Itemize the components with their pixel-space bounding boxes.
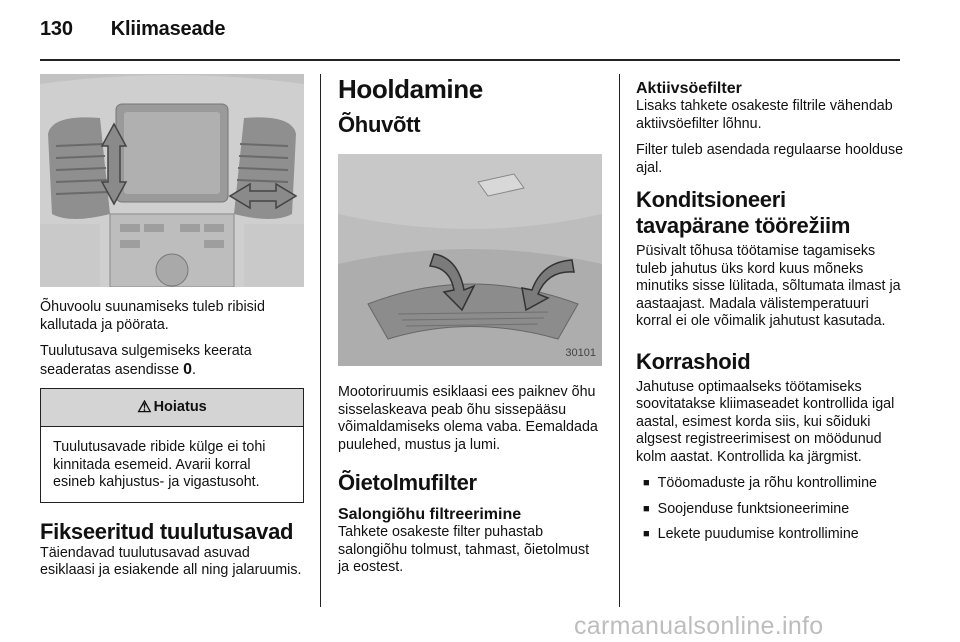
bullet-square-icon: ■	[643, 477, 650, 489]
fixed-vents-text: Täiendavad tuulutusavad asuvad esiklaasi ja esiakende all ning jalaruumis.	[40, 544, 302, 578]
list-item-text: Soojenduse funktsioneerimine	[657, 500, 850, 517]
list-item	[636, 526, 904, 544]
column-2	[338, 74, 604, 586]
air-intake-text: Mootoriruumis esiklaasi ees paiknev õhu sisselaskeava peab õhu sissepääsu võimaldamiseks olema vaba. Eemaldada puulehed, mustus ja lumi.	[338, 384, 598, 453]
ac-regular-heading: Konditsioneeri tavapärane töörežiim	[636, 187, 851, 238]
air-intake-illustration	[338, 154, 602, 366]
air-intake-heading: Õhuvõtt	[338, 112, 421, 137]
maintenance-heading: Korrashoid	[636, 348, 751, 374]
paragraph-vent-close-end: .	[191, 361, 196, 378]
column-divider-left	[320, 74, 321, 607]
watermark: carmanualsonline.info	[574, 612, 824, 640]
dashboard-vents-drawing	[40, 74, 304, 287]
pollen-filter-heading: Õietolmufilter	[338, 470, 477, 495]
paragraph-vent-close-text: Tuulutusava sulgemiseks keerata seaderatas asendisse	[40, 343, 252, 378]
fixed-vents-heading: Fikseeritud tuulutusavad	[40, 518, 294, 544]
bullet-square-icon: ■	[643, 502, 650, 515]
page-header	[40, 18, 225, 48]
closed-symbol: 0	[183, 360, 192, 378]
paragraph-air-direction: Õhuvoolu suunamiseks tuleb ribisid kallutada ja pöörata.	[40, 299, 265, 333]
maintenance-text: Jahutuse optimaalseks töötamiseks soovitatakse kliimaseadet kontrollida igal aastal, esimest korda siis, kui sõiduki algsest registreerimisest on möödunud kolm aastat. Kontrollida ka järgmist.	[636, 378, 895, 465]
column-1	[40, 74, 304, 589]
cabin-filter-text: Tahkete osakeste filter puhastab salongiõhu tolmust, tahmast, õietolmust ja eostest.	[338, 524, 590, 575]
warning-title: Hoiatus	[153, 398, 207, 415]
list-item-text: Lekete puudumise kontrollimine	[657, 526, 859, 542]
warning-box	[40, 388, 304, 503]
header-divider	[40, 59, 900, 61]
column-divider-right	[619, 74, 620, 607]
list-item	[636, 501, 904, 519]
warning-triangle-icon: ⚠	[137, 398, 152, 416]
column-3	[636, 74, 904, 552]
paragraph-vent-close	[40, 343, 304, 379]
bullet-square-icon: ■	[643, 528, 650, 540]
ac-regular-text: Püsivalt tõhusa töötamise tagamiseks tuleb jahutus üks kord kuus mõneks minutiks sisse lülitada, sõltumata ilmast ja aastaajast. Madala välistemperatuuri korral ei ole võimalik jahutust kasutada.	[636, 243, 901, 329]
air-vents-illustration	[40, 74, 304, 287]
active-filter-heading: Aktiivsöefilter	[636, 80, 742, 97]
check-list	[636, 475, 904, 544]
warning-header	[41, 389, 303, 427]
list-item	[636, 475, 904, 493]
air-intake-drawing	[338, 154, 602, 366]
warning-text: Tuulutusavade ribide külge ei tohi kinnitada esemeid. Avarii korral esineb kahjustus- ja vigastusoht.	[53, 439, 266, 490]
list-item-text: Tööomaduste ja rõhu kontrollimine	[657, 475, 877, 491]
figure-code: 30101	[565, 346, 596, 359]
maintenance-main-heading: Hooldamine	[338, 74, 483, 104]
section-title: Kliimaseade	[110, 18, 226, 40]
cabin-filter-heading: Salongiõhu filtreerimine	[338, 506, 522, 523]
active-filter-text-2: Filter tuleb asendada regulaarse hoolduse ajal.	[636, 142, 904, 176]
page-number: 130	[40, 18, 73, 40]
active-filter-text: Lisaks tahkete osakeste filtrile vähendab aktiivsöefilter lõhnu.	[636, 98, 893, 132]
